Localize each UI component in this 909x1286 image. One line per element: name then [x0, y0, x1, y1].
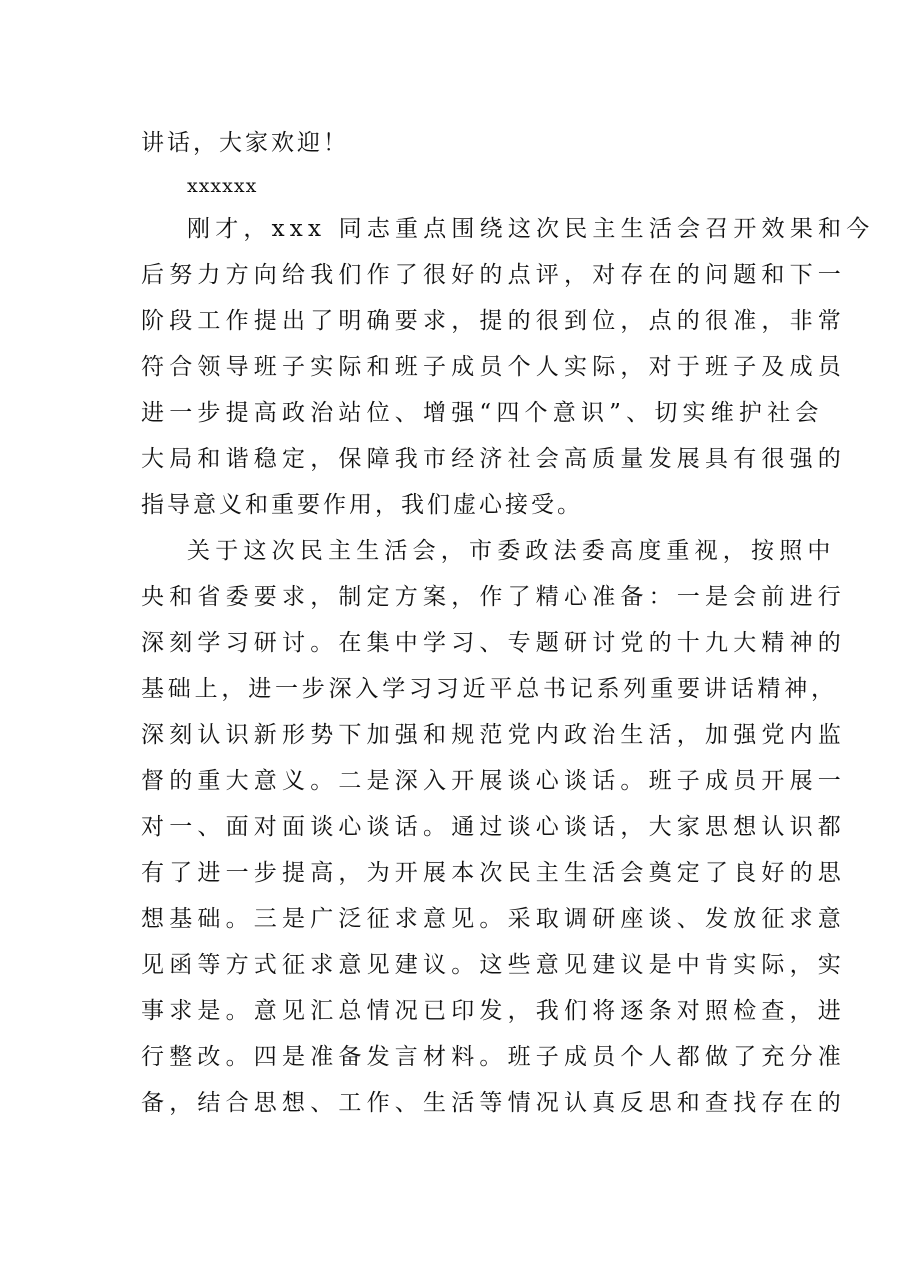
paragraph-line: 基础上，进一步深入学习习近平总书记系列重要讲话精神， [141, 676, 838, 702]
paragraph-line: 大局和谐稳定，保障我市经济社会高质量发展具有很强的 [141, 446, 846, 472]
paragraph-line: 深刻学习研讨。在集中学习、专题研讨党的十九大精神的 [141, 630, 846, 656]
paragraph-line: 想基础。三是广泛征求意见。采取调研座谈、发放征求意 [141, 906, 846, 932]
paragraph-line: 事求是。意见汇总情况已印发，我们将逐条对照检查，进 [141, 998, 846, 1024]
paragraph-line: 符合领导班子实际和班子成员个人实际，对于班子及成员 [141, 354, 846, 380]
paragraph-line: 督的重大意义。二是深入开展谈心谈话。班子成员开展一 [141, 768, 846, 794]
paragraph-line: 央和省委要求，制定方案，作了精心准备：一是会前进行 [141, 584, 846, 610]
paragraph-line: 行整改。四是准备发言材料。班子成员个人都做了充分准 [141, 1044, 846, 1070]
speaker-label: xxxxxx [187, 175, 258, 197]
paragraph-line: 关于这次民主生活会，市委政法委高度重视，按照中 [187, 538, 836, 564]
paragraph-line: 有了进一步提高，为开展本次民主生活会奠定了良好的思 [141, 860, 846, 886]
paragraph-line: 刚才，xxx 同志重点围绕这次民主生活会召开效果和今 [187, 216, 875, 242]
paragraph-line: 见函等方式征求意见建议。这些意见建议是中肯实际，实 [141, 952, 846, 978]
paragraph-line: 指导意义和重要作用，我们虚心接受。 [141, 492, 583, 518]
paragraph-line: 进一步提高政治站位、增强“四个意识”、切实维护社会 [141, 400, 824, 426]
document-body [141, 120, 875, 1126]
text-line: 讲话，大家欢迎！ [141, 130, 349, 156]
paragraph-line: 深刻认识新形势下加强和规范党内政治生活，加强党内监 [141, 722, 846, 748]
paragraph-line: 阶段工作提出了明确要求，提的很到位，点的很准，非常 [141, 308, 846, 334]
paragraph-line: 对一、面对面谈心谈话。通过谈心谈话，大家思想认识都 [141, 814, 846, 840]
paragraph-line: 备，结合思想、工作、生活等情况认真反思和查找存在的 [141, 1090, 846, 1116]
paragraph-line: 后努力方向给我们作了很好的点评，对存在的问题和下一 [141, 262, 846, 288]
